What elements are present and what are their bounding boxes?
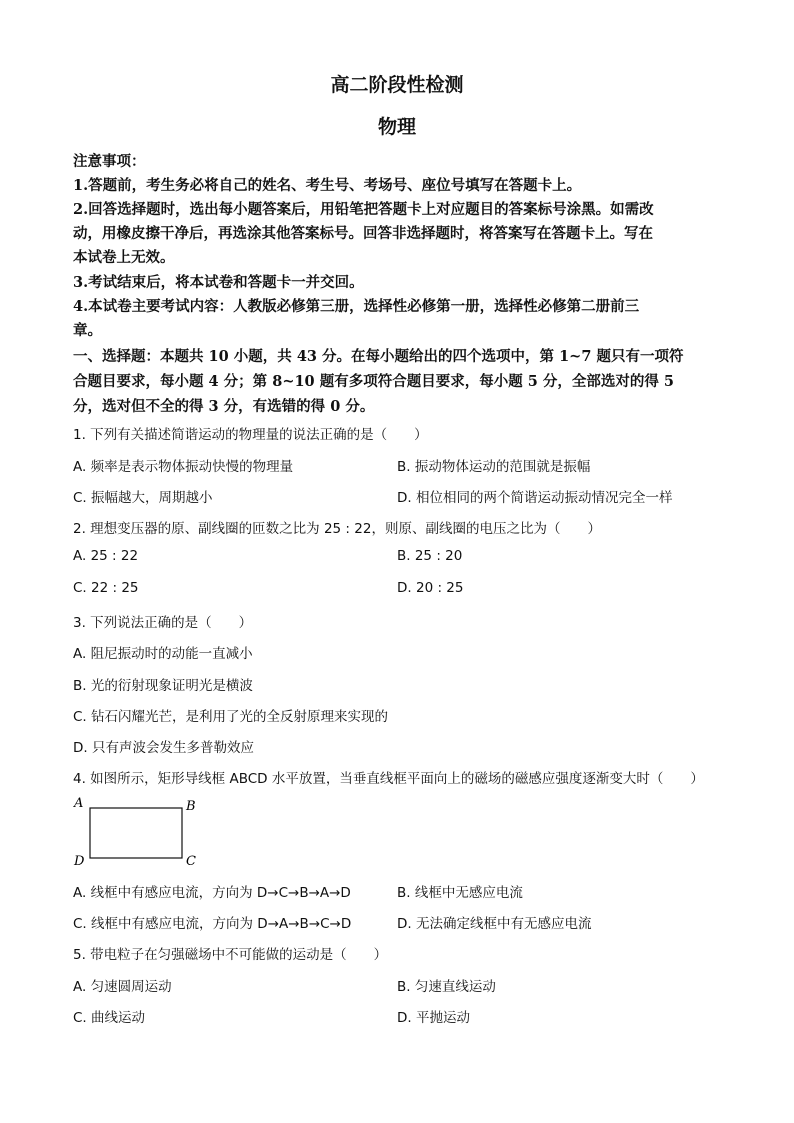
option-b: B. 25 : 20 (397, 548, 463, 564)
option-d: D. 无法确定线框中有无感应电流 (397, 916, 592, 932)
coil-frame (90, 808, 182, 858)
option-d: D. 平抛运动 (397, 1010, 470, 1026)
note-2-line-2: 动，用橡皮擦干净后，再选涂其他答案标号。回答非选择题时，将答案写在答题卡上。写在 (73, 225, 653, 242)
option-b: B. 匀速直线运动 (397, 979, 496, 995)
option-d: D. 20 : 25 (397, 580, 464, 596)
section-1-line-1: 一、选择题：本题共 10 小题，共 43 分。在每小题给出的四个选项中，第 1~7 题只有一项符 (73, 348, 684, 365)
option-b: B. 线框中无感应电流 (397, 885, 523, 901)
option-c: C. 线框中有感应电流，方向为 D→A→B→C→D (73, 916, 352, 932)
question-stem: 1. 下列有关描述简谐运动的物理量的说法正确的是（ ） (73, 427, 428, 443)
exam-title: 高二阶段性检测 (330, 74, 464, 96)
option-d: D. 相位相同的两个简谐运动振动情况完全一样 (397, 490, 673, 506)
notes-heading: 注意事项： (73, 153, 146, 170)
vertex-label-c: C (186, 854, 196, 869)
option-b: B. 振动物体运动的范围就是振幅 (397, 459, 591, 475)
note-2-line-1: 2.回答选择题时，选出每小题答案后，用铅笔把答题卡上对应题目的答案标号涂黑。如需改 (73, 201, 654, 218)
note-2-line-3: 本试卷上无效。 (73, 249, 175, 266)
option-a: A. 25 : 22 (73, 548, 139, 564)
option-d: D. 只有声波会发生多普勒效应 (73, 740, 254, 756)
option-a: A. 线框中有感应电流，方向为 D→C→B→A→D (73, 885, 351, 901)
vertex-label-d: D (74, 854, 85, 869)
option-a: A. 频率是表示物体振动快慢的物理量 (73, 459, 294, 475)
vertex-label-a: A (74, 796, 84, 811)
note-4-line-1: 4.本试卷主要考试内容：人教版必修第三册，选择性必修第一册，选择性必修第二册前三 (73, 298, 640, 315)
option-a: A. 阻尼振动时的动能一直减小 (73, 646, 253, 662)
question-stem: 4. 如图所示，矩形导线框 ABCD 水平放置，当垂直线框平面向上的磁场的磁感应强度逐渐变大时（ ） (73, 771, 704, 787)
option-c: C. 振幅越大，周期越小 (73, 490, 213, 506)
question-stem: 2. 理想变压器的原、副线圈的匝数之比为 25 : 22，则原、副线圈的电压之比为（ ） (73, 521, 601, 537)
option-c: C. 曲线运动 (73, 1010, 146, 1026)
option-a: A. 匀速圆周运动 (73, 979, 172, 995)
subject-title: 物理 (377, 116, 416, 138)
option-c: C. 钻石闪耀光芒，是利用了光的全反射原理来实现的 (73, 709, 389, 725)
question-stem: 5. 带电粒子在匀强磁场中不可能做的运动是（ ） (73, 947, 388, 963)
question-stem: 3. 下列说法正确的是（ ） (73, 615, 253, 631)
option-c: C. 22 : 25 (73, 580, 139, 596)
rectangle-coil-diagram (70, 796, 210, 876)
note-1: 1.答题前，考生务必将自己的姓名、考生号、考场号、座位号填写在答题卡上。 (73, 177, 582, 194)
note-3: 3.考试结束后，将本试卷和答题卡一并交回。 (73, 274, 364, 291)
option-b: B. 光的衍射现象证明光是横波 (73, 678, 253, 694)
section-1-line-2: 合题目要求，每小题 4 分；第 8~10 题有多项符合题目要求，每小题 5 分，全部选对的得 5 (73, 373, 675, 390)
section-1-line-3: 分，选对但不全的得 3 分，有选错的得 0 分。 (73, 398, 375, 415)
vertex-label-b: B (186, 799, 196, 814)
note-4-line-2: 章。 (73, 322, 102, 339)
